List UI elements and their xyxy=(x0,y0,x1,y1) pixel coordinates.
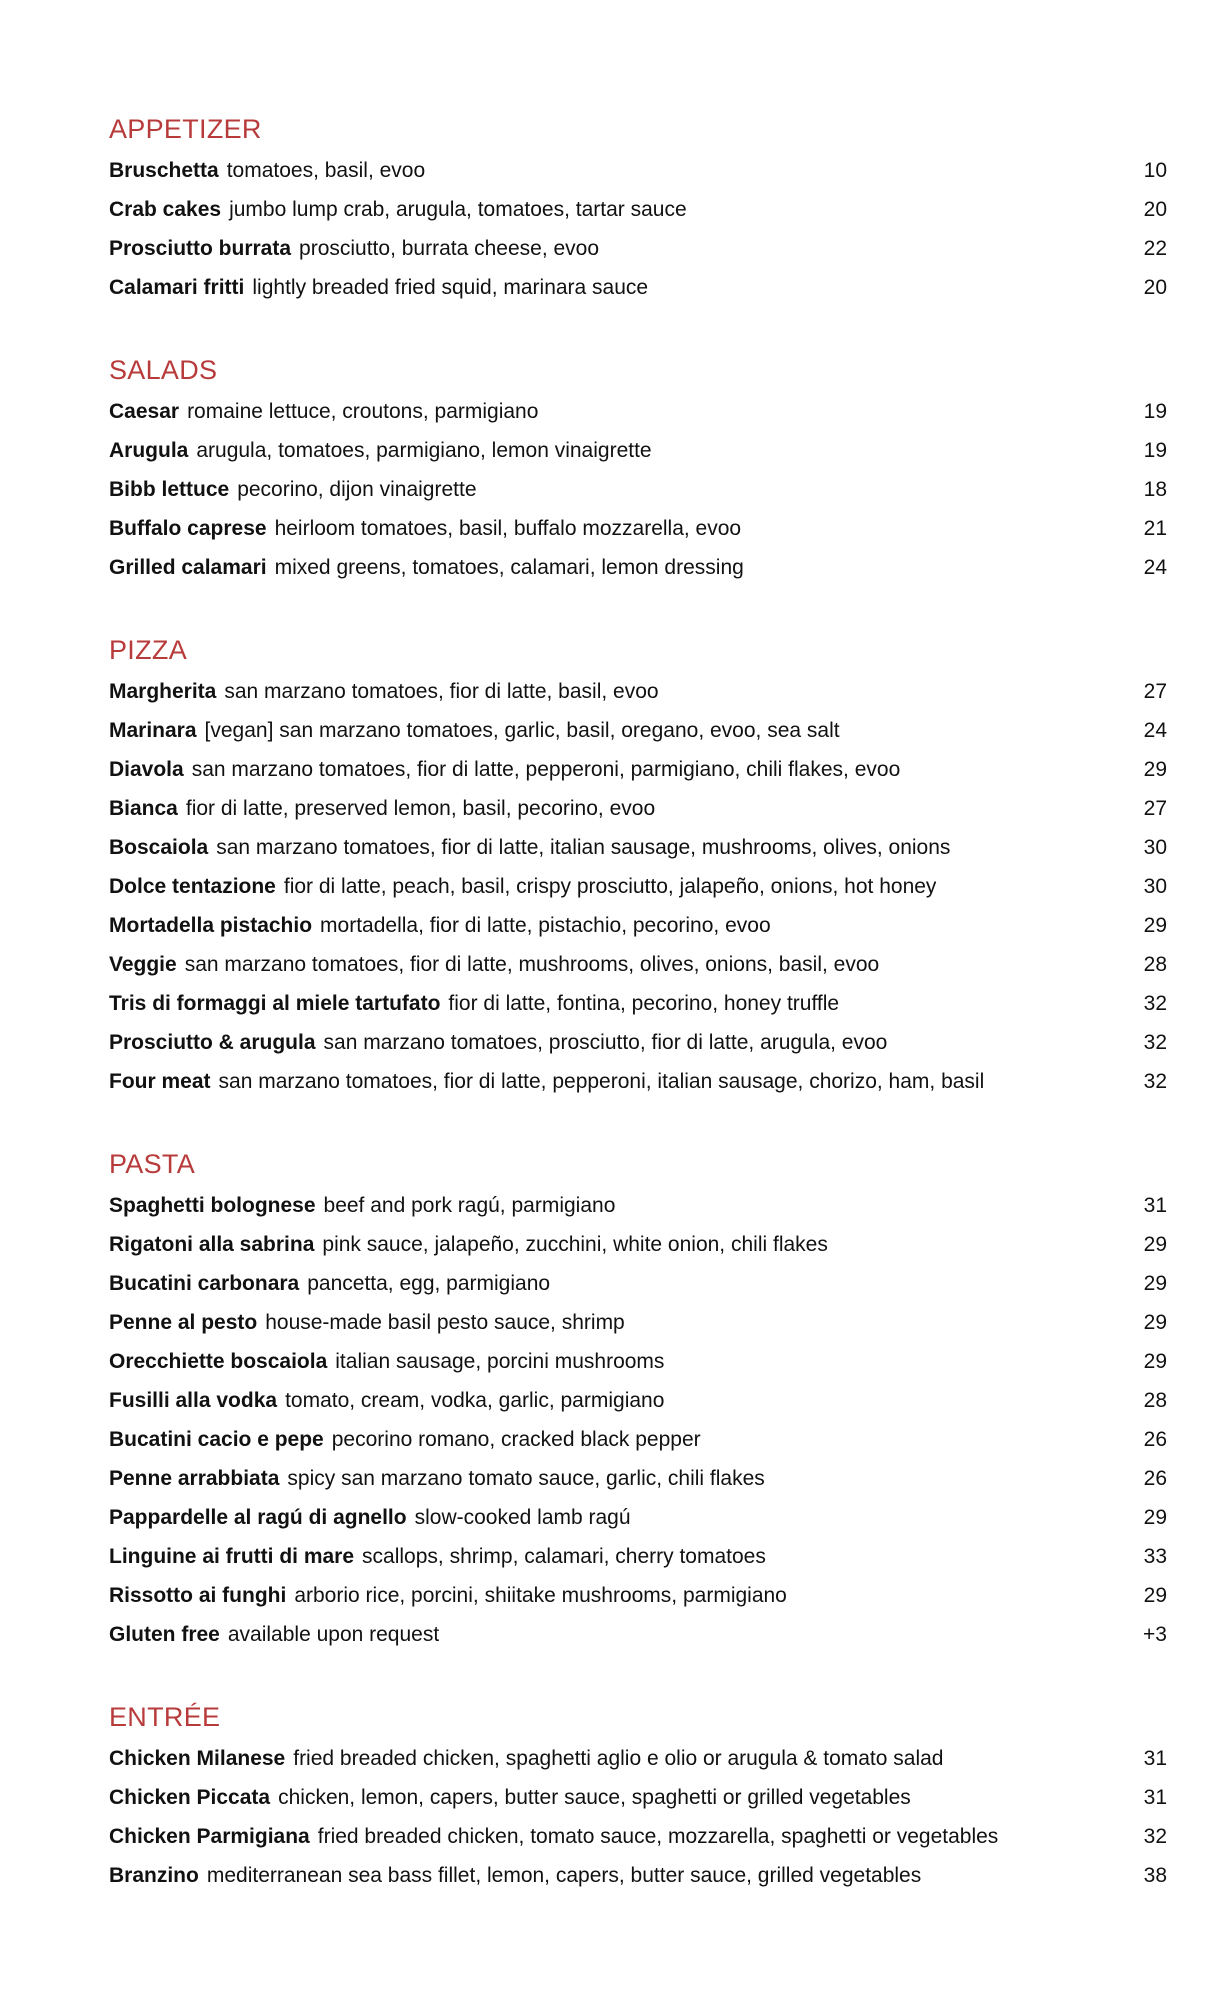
menu-item-price: 29 xyxy=(1143,758,1167,781)
menu-item xyxy=(109,1225,1167,1264)
menu-item xyxy=(109,1615,1167,1654)
menu-item-name: Prosciutto & arugula xyxy=(109,1031,316,1054)
menu-item-text xyxy=(109,1576,787,1615)
menu-item-price: 30 xyxy=(1143,875,1167,898)
menu-item-name: Four meat xyxy=(109,1070,211,1093)
menu-item xyxy=(109,1420,1167,1459)
menu-item-description: san marzano tomatoes, fior di latte, pepperoni, parmigiano, chili flakes, evoo xyxy=(191,758,901,781)
menu-item xyxy=(109,151,1167,190)
menu-item xyxy=(109,1778,1167,1817)
menu-item-name: Chicken Parmigiana xyxy=(109,1825,310,1848)
menu-item-text xyxy=(109,1817,998,1856)
menu-item xyxy=(109,1817,1167,1856)
menu-item-name: Rigatoni alla sabrina xyxy=(109,1233,315,1256)
menu-item-name: Fusilli alla vodka xyxy=(109,1389,278,1412)
menu-item-price: 28 xyxy=(1143,1389,1167,1412)
menu-item xyxy=(109,1856,1167,1895)
menu-item-description: pecorino romano, cracked black pepper xyxy=(331,1428,701,1451)
menu-item xyxy=(109,1023,1167,1062)
menu-item-price: 28 xyxy=(1143,953,1167,976)
menu-item-name: Arugula xyxy=(109,439,189,462)
menu-item-price: 33 xyxy=(1143,1545,1167,1568)
menu-item-name: Bucatini carbonara xyxy=(109,1272,300,1295)
menu-item-price: 18 xyxy=(1143,478,1167,501)
menu-item xyxy=(109,906,1167,945)
menu-item-price: 29 xyxy=(1143,1584,1167,1607)
menu-item-name: Tris di formaggi al miele tartufato xyxy=(109,992,441,1015)
menu-item-price: 22 xyxy=(1143,237,1167,260)
menu-item-description: [vegan] san marzano tomatoes, garlic, basil, oregano, evoo, sea salt xyxy=(204,719,840,742)
menu-item-text xyxy=(109,867,936,906)
menu-item xyxy=(109,1576,1167,1615)
menu-item-text xyxy=(109,431,652,470)
menu-item-price: 20 xyxy=(1143,198,1167,221)
menu-item-price: 29 xyxy=(1143,1506,1167,1529)
menu-item-price: 27 xyxy=(1143,680,1167,703)
menu-item xyxy=(109,1459,1167,1498)
menu-item-description: arugula, tomatoes, parmigiano, lemon vinaigrette xyxy=(196,439,652,462)
menu-item-description: spicy san marzano tomato sauce, garlic, chili flakes xyxy=(287,1467,765,1490)
menu-item-name: Marinara xyxy=(109,719,197,742)
menu-section-appetizer xyxy=(109,113,1167,307)
menu-item xyxy=(109,1498,1167,1537)
menu-item-price: 29 xyxy=(1143,1233,1167,1256)
menu-item xyxy=(109,1186,1167,1225)
menu-item-description: san marzano tomatoes, fior di latte, mushrooms, olives, onions, basil, evoo xyxy=(184,953,880,976)
menu-item-price: 27 xyxy=(1143,797,1167,820)
menu-item-description: pecorino, dijon vinaigrette xyxy=(237,478,477,501)
menu-item-price: 19 xyxy=(1143,439,1167,462)
menu-item-description: san marzano tomatoes, fior di latte, italian sausage, mushrooms, olives, onions xyxy=(216,836,951,859)
menu-item xyxy=(109,672,1167,711)
menu-item xyxy=(109,1264,1167,1303)
menu-item-description: fior di latte, fontina, pecorino, honey truffle xyxy=(448,992,840,1015)
menu-item-price: 32 xyxy=(1143,1070,1167,1093)
menu-item-name: Penne al pesto xyxy=(109,1311,258,1334)
menu-item-description: lightly breaded fried squid, marinara sauce xyxy=(252,276,649,299)
menu-item-text xyxy=(109,1381,664,1420)
menu-item-text xyxy=(109,1778,911,1817)
menu-item-name: Penne arrabbiata xyxy=(109,1467,280,1490)
menu-item-text xyxy=(109,1498,631,1537)
menu-item-name: Orecchiette boscaiola xyxy=(109,1350,328,1373)
menu-item-text xyxy=(109,1342,664,1381)
menu-item-price: 31 xyxy=(1143,1786,1167,1809)
menu-item-name: Diavola xyxy=(109,758,184,781)
menu-item-name: Chicken Milanese xyxy=(109,1747,286,1770)
menu-item-name: Gluten free xyxy=(109,1623,220,1646)
menu-item xyxy=(109,711,1167,750)
menu-item-price: 32 xyxy=(1143,1031,1167,1054)
section-title: SALADS xyxy=(109,355,218,385)
menu-item xyxy=(109,431,1167,470)
menu-item xyxy=(109,1537,1167,1576)
menu-item-text xyxy=(109,392,538,431)
menu-item-text xyxy=(109,828,950,867)
menu-item-description: san marzano tomatoes, fior di latte, pepperoni, italian sausage, chorizo, ham, basil xyxy=(218,1070,985,1093)
menu-item-description: romaine lettuce, croutons, parmigiano xyxy=(187,400,539,423)
menu-item-name: Branzino xyxy=(109,1864,199,1887)
menu-item-text xyxy=(109,750,900,789)
menu-item-text xyxy=(109,151,425,190)
menu-item-price: 29 xyxy=(1143,1272,1167,1295)
menu-section-pizza xyxy=(109,634,1167,1101)
menu-item-description: chicken, lemon, capers, butter sauce, spaghetti or grilled vegetables xyxy=(278,1786,911,1809)
menu-item-price: 29 xyxy=(1143,914,1167,937)
menu-item-description: available upon request xyxy=(227,1623,440,1646)
menu-item-text xyxy=(109,1303,625,1342)
menu-item xyxy=(109,984,1167,1023)
menu-item-price: 10 xyxy=(1143,159,1167,182)
menu-item xyxy=(109,470,1167,509)
section-title: PASTA xyxy=(109,1149,196,1179)
menu-item-text xyxy=(109,229,599,268)
menu-item-text xyxy=(109,470,477,509)
menu-item-name: Bibb lettuce xyxy=(109,478,230,501)
menu-item-text xyxy=(109,1739,943,1778)
menu-item-text xyxy=(109,509,741,548)
menu-item-text xyxy=(109,906,771,945)
menu-item-name: Prosciutto burrata xyxy=(109,237,292,260)
menu-item-name: Bucatini cacio e pepe xyxy=(109,1428,324,1451)
menu-item-price: +3 xyxy=(1143,1623,1167,1646)
menu-item-text xyxy=(109,984,839,1023)
menu-item-description: pink sauce, jalapeño, zucchini, white onion, chili flakes xyxy=(322,1233,828,1256)
menu-item-price: 20 xyxy=(1143,276,1167,299)
menu-item-text xyxy=(109,1264,550,1303)
menu-item-description: house-made basil pesto sauce, shrimp xyxy=(265,1311,625,1334)
menu-item-name: Linguine ai frutti di mare xyxy=(109,1545,355,1568)
menu-item-description: pancetta, egg, parmigiano xyxy=(307,1272,551,1295)
menu-item-description: san marzano tomatoes, fior di latte, basil, evoo xyxy=(224,680,659,703)
section-title: ENTRÉE xyxy=(109,1702,221,1732)
menu-item-name: Margherita xyxy=(109,680,217,703)
menu-item-text xyxy=(109,1537,766,1576)
menu-item xyxy=(109,828,1167,867)
section-title: PIZZA xyxy=(109,635,188,665)
menu-item-name: Bruschetta xyxy=(109,159,219,182)
menu-item-text xyxy=(109,945,879,984)
menu-item-price: 24 xyxy=(1143,556,1167,579)
menu-item-text xyxy=(109,1615,439,1654)
menu-item-price: 38 xyxy=(1143,1864,1167,1887)
menu-item-description: scallops, shrimp, calamari, cherry tomatoes xyxy=(362,1545,766,1568)
menu-item-text xyxy=(109,1459,765,1498)
menu-item-price: 32 xyxy=(1143,1825,1167,1848)
menu-item-price: 30 xyxy=(1143,836,1167,859)
menu-item-text xyxy=(109,1186,615,1225)
menu-item xyxy=(109,509,1167,548)
menu-item-name: Buffalo caprese xyxy=(109,517,267,540)
menu-item-description: fried breaded chicken, spaghetti aglio e olio or arugula & tomato salad xyxy=(293,1747,944,1770)
menu-item-name: Bianca xyxy=(109,797,178,820)
menu-item xyxy=(109,867,1167,906)
menu-item-text xyxy=(109,672,659,711)
menu-item-description: san marzano tomatoes, prosciutto, fior di latte, arugula, evoo xyxy=(323,1031,888,1054)
menu-item xyxy=(109,392,1167,431)
menu-item-name: Caesar xyxy=(109,400,180,423)
menu-item-price: 24 xyxy=(1143,719,1167,742)
menu-item-name: Mortadella pistachio xyxy=(109,914,313,937)
menu-item-text xyxy=(109,1856,921,1895)
menu-item xyxy=(109,1303,1167,1342)
menu-item-price: 19 xyxy=(1143,400,1167,423)
menu-item-description: prosciutto, burrata cheese, evoo xyxy=(299,237,600,260)
menu-item-price: 29 xyxy=(1143,1311,1167,1334)
menu-item xyxy=(109,750,1167,789)
menu-item-description: jumbo lump crab, arugula, tomatoes, tartar sauce xyxy=(229,198,687,221)
menu-item-name: Veggie xyxy=(109,953,177,976)
menu-item-description: italian sausage, porcini mushrooms xyxy=(335,1350,665,1373)
menu-item xyxy=(109,548,1167,587)
menu-item-price: 21 xyxy=(1143,517,1167,540)
menu-item-price: 26 xyxy=(1143,1428,1167,1451)
menu-item-text xyxy=(109,1225,828,1264)
menu-item-description: heirloom tomatoes, basil, buffalo mozzarella, evoo xyxy=(274,517,742,540)
menu-item-description: slow-cooked lamb ragú xyxy=(414,1506,631,1529)
menu-item-price: 26 xyxy=(1143,1467,1167,1490)
menu-item-price: 31 xyxy=(1143,1194,1167,1217)
menu-item-text xyxy=(109,1023,887,1062)
menu-item-name: Calamari fritti xyxy=(109,276,245,299)
menu-item-name: Crab cakes xyxy=(109,198,222,221)
menu-item-text xyxy=(109,1420,701,1459)
menu-item-name: Pappardelle al ragú di agnello xyxy=(109,1506,407,1529)
menu-item-description: mortadella, fior di latte, pistachio, pecorino, evoo xyxy=(320,914,771,937)
menu-item-name: Grilled calamari xyxy=(109,556,267,579)
menu-item-description: fior di latte, peach, basil, crispy prosciutto, jalapeño, onions, hot honey xyxy=(283,875,937,898)
menu-item-text xyxy=(109,268,648,307)
menu-item-description: tomatoes, basil, evoo xyxy=(226,159,426,182)
menu-section-salads xyxy=(109,354,1167,587)
menu-item-description: fried breaded chicken, tomato sauce, mozzarella, spaghetti or vegetables xyxy=(317,1825,999,1848)
menu-item-name: Rissotto ai funghi xyxy=(109,1584,287,1607)
menu-item-name: Boscaiola xyxy=(109,836,209,859)
menu-item xyxy=(109,268,1167,307)
menu xyxy=(109,113,1167,1942)
menu-item-text xyxy=(109,548,744,587)
menu-item xyxy=(109,190,1167,229)
menu-item-name: Spaghetti bolognese xyxy=(109,1194,316,1217)
menu-item xyxy=(109,229,1167,268)
menu-item-text xyxy=(109,1062,984,1101)
menu-section-pasta xyxy=(109,1148,1167,1654)
menu-item-description: mediterranean sea bass fillet, lemon, capers, butter sauce, grilled vegetables xyxy=(206,1864,922,1887)
menu-item xyxy=(109,1062,1167,1101)
menu-item-description: beef and pork ragú, parmigiano xyxy=(323,1194,616,1217)
menu-item xyxy=(109,945,1167,984)
menu-item-description: arborio rice, porcini, shiitake mushrooms, parmigiano xyxy=(294,1584,787,1607)
menu-item xyxy=(109,789,1167,828)
menu-item-name: Dolce tentazione xyxy=(109,875,276,898)
menu-item xyxy=(109,1342,1167,1381)
section-title: APPETIZER xyxy=(109,114,262,144)
menu-item-text xyxy=(109,789,655,828)
menu-item-price: 32 xyxy=(1143,992,1167,1015)
menu-section-entree xyxy=(109,1701,1167,1895)
menu-item-description: mixed greens, tomatoes, calamari, lemon dressing xyxy=(274,556,744,579)
menu-item-price: 31 xyxy=(1143,1747,1167,1770)
menu-item-description: fior di latte, preserved lemon, basil, pecorino, evoo xyxy=(185,797,656,820)
menu-item-description: tomato, cream, vodka, garlic, parmigiano xyxy=(285,1389,665,1412)
menu-item-price: 29 xyxy=(1143,1350,1167,1373)
menu-item-text xyxy=(109,711,840,750)
menu-item-text xyxy=(109,190,687,229)
menu-item xyxy=(109,1739,1167,1778)
menu-item-name: Chicken Piccata xyxy=(109,1786,271,1809)
menu-item xyxy=(109,1381,1167,1420)
